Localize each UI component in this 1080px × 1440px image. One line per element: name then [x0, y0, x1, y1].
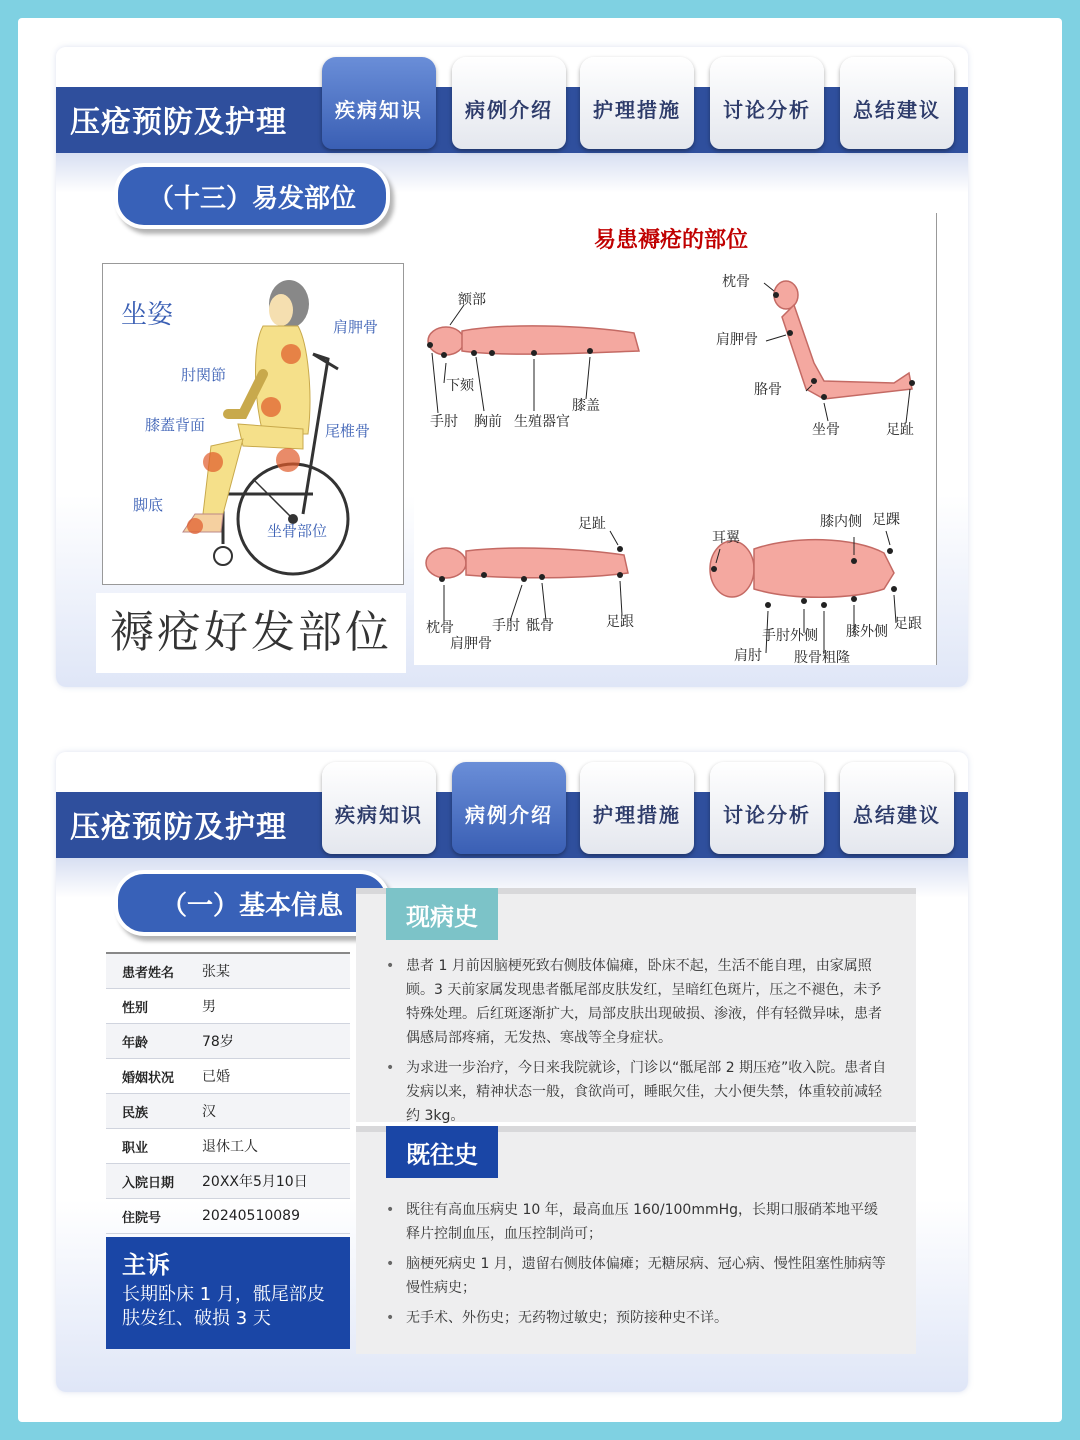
basic-info-table [106, 952, 350, 1234]
tab-case-intro[interactable]: 病例介绍 [452, 57, 566, 149]
slide-case-intro [56, 752, 968, 1392]
tab-nursing-measures[interactable]: 护理措施 [580, 57, 694, 149]
label-occiput-supine: 枕骨 [426, 620, 454, 636]
label-heel-lateral: 足跟 [894, 616, 922, 632]
label-elbow: 肘関節 [181, 366, 227, 384]
table-row [106, 954, 350, 989]
info-value: 汉 [202, 1104, 216, 1120]
label-toe-semi: 足趾 [886, 422, 914, 438]
label-knee-back: 膝蓋背面 [145, 416, 206, 434]
info-key: 职业 [122, 1140, 149, 1156]
list-item: • 无手术、外伤史；无药物过敏史；预防接种史不详。 [384, 1306, 890, 1330]
tab-case-intro[interactable]: 病例介绍 [452, 762, 566, 854]
info-value: 男 [202, 999, 216, 1015]
list-item: • 为求进一步治疗，今日来我院就诊，门诊以“骶尾部 2 期压疮”收入院。患者自发病以来，精神状态一般，食欲尚可，睡眠欠佳，大小便失禁，体重较前减轻约 3kg。 [384, 1056, 890, 1128]
table-row [106, 1129, 350, 1164]
positions-title: 易患褥疮的部位 [594, 227, 749, 253]
past-history-title: 既往史 [386, 1126, 498, 1178]
label-scapula-semi: 肩胛骨 [716, 332, 758, 348]
label-chin: 下颏 [446, 378, 474, 394]
sitting-heading: 坐姿 [121, 300, 174, 330]
tab-disease-knowledge[interactable]: 疾病知识 [322, 57, 436, 149]
label-genitals: 生殖器官 [514, 414, 570, 430]
info-key: 婚姻状况 [122, 1070, 175, 1086]
info-value: 张某 [202, 964, 230, 980]
label-sole: 脚底 [133, 496, 164, 514]
label-chest: 胸前 [474, 414, 502, 430]
label-forehead: 额部 [458, 292, 486, 308]
present-history-title: 现病史 [386, 888, 498, 940]
info-value: 退休工人 [202, 1139, 258, 1155]
label-outer-knee: 膝外侧 [846, 624, 888, 640]
table-row [106, 989, 350, 1024]
label-ankle: 足踝 [872, 512, 900, 528]
info-value: 78岁 [202, 1034, 234, 1050]
label-elbow-supine: 手肘 [492, 618, 520, 634]
label-coccyx: 尾椎骨 [325, 422, 371, 440]
label-knee: 膝盖 [572, 398, 600, 414]
chief-complaint-title: 主诉 [122, 1251, 170, 1279]
label-ear: 耳翼 [712, 530, 740, 546]
info-key: 年龄 [122, 1035, 149, 1051]
past-history-list [384, 1198, 890, 1336]
section-heading: （一）基本信息 [114, 870, 390, 936]
slide-disease-knowledge [56, 47, 968, 687]
info-key: 民族 [122, 1105, 149, 1121]
label-inner-knee: 膝内侧 [820, 514, 862, 530]
tab-disease-knowledge[interactable]: 疾病知识 [322, 762, 436, 854]
slide-title: 压疮预防及护理 [70, 810, 287, 845]
table-row [106, 1094, 350, 1129]
info-value: 20XX年5月10日 [202, 1174, 308, 1190]
sitting-caption: 褥疮好发部位 [96, 593, 406, 673]
label-heel-supine: 足跟 [606, 614, 634, 630]
info-key: 住院号 [122, 1210, 162, 1226]
info-key: 性别 [122, 1000, 149, 1016]
label-scapula-supine: 肩胛骨 [450, 636, 492, 652]
label-ischium-semi: 坐骨 [812, 422, 840, 438]
table-row [106, 1199, 350, 1234]
label-trochanter: 股骨粗隆 [794, 650, 850, 666]
label-shoulder-elbow: 肩肘 [734, 648, 762, 664]
label-outer-elbow: 手肘外侧 [762, 628, 818, 644]
tab-summary[interactable]: 总结建议 [840, 762, 954, 854]
slide-title: 压疮预防及护理 [70, 105, 287, 140]
tab-discussion[interactable]: 讨论分析 [710, 762, 824, 854]
info-value: 已婚 [202, 1069, 230, 1085]
info-value: 20240510089 [202, 1208, 300, 1224]
table-row [106, 1024, 350, 1059]
label-toe-supine: 足趾 [578, 516, 606, 532]
positions-illustration [414, 213, 936, 665]
past-history-panel [356, 1126, 916, 1354]
label-ischium: 坐骨部位 [267, 522, 328, 540]
section-heading: （十三）易发部位 [114, 163, 390, 229]
present-history-list [384, 954, 890, 1134]
list-item: • 患者 1 月前因脑梗死致右侧肢体偏瘫，卧床不起，生活不能自理，由家属照顾。3 天前家属发现患者骶尾部皮肤发红，呈暗红色斑片，压之不褪色，未予特殊处理。后红斑逐渐扩大，局部皮肤出现破损、渗液，伴有轻微异味，患者偶感局部疼痛，无发热、寒战等全身症状。 [384, 954, 890, 1050]
tab-discussion[interactable]: 讨论分析 [710, 57, 824, 149]
present-history-panel [356, 888, 916, 1122]
tab-summary[interactable]: 总结建议 [840, 57, 954, 149]
chief-complaint-text: 长期卧床 1 月，骶尾部皮肤发红、破损 3 天 [122, 1284, 325, 1329]
label-sacrum: 骶骨 [526, 618, 554, 634]
label-hip: 胳骨 [754, 382, 782, 398]
label-elbow-prone: 手肘 [430, 414, 458, 430]
positions-figure [414, 213, 937, 665]
list-item: • 脑梗死病史 1 月，遗留右侧肢体偏瘫；无糖尿病、冠心病、慢性阻塞性肺病等慢性病史； [384, 1252, 890, 1300]
info-key: 入院日期 [122, 1175, 175, 1191]
info-key: 患者姓名 [122, 965, 175, 981]
label-occiput: 枕骨 [722, 274, 750, 290]
sitting-figure [102, 263, 404, 585]
list-item: • 既往有高血压病史 10 年，最高血压 160/100mmHg，长期口服硝苯地平缓释片控制血压，血压控制尚可； [384, 1198, 890, 1246]
chief-complaint [106, 1237, 350, 1349]
table-row [106, 1059, 350, 1094]
label-scapula: 肩胛骨 [333, 318, 379, 336]
table-row [106, 1164, 350, 1199]
tab-nursing-measures[interactable]: 护理措施 [580, 762, 694, 854]
